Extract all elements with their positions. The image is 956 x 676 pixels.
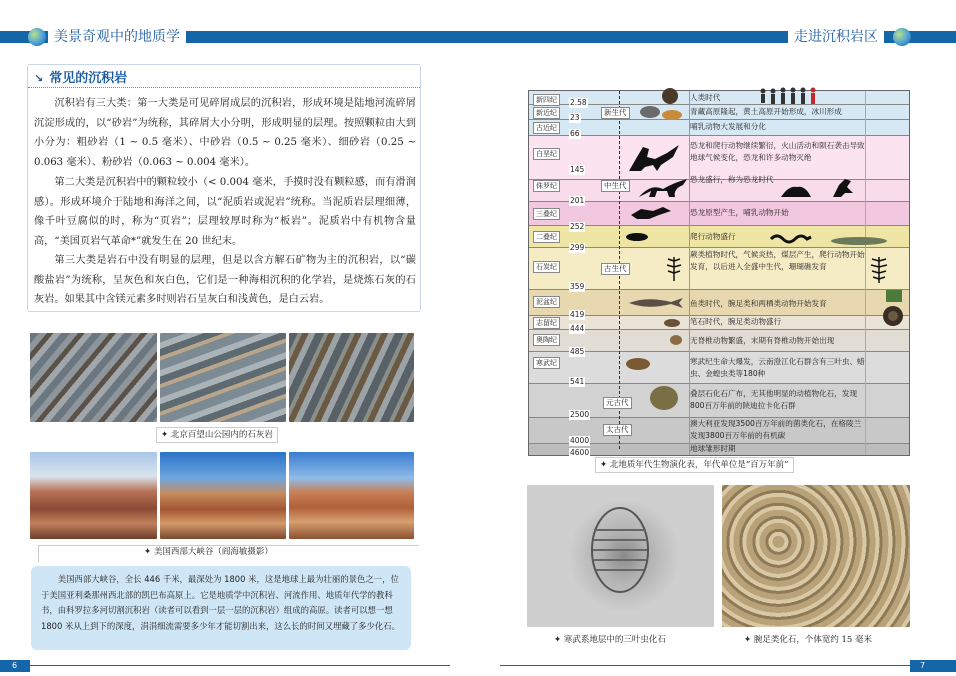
- period-label: 古近纪: [533, 122, 560, 134]
- period-label: 白垩纪: [533, 148, 560, 160]
- period-label: 志留纪: [533, 317, 560, 329]
- period-label: 二叠纪: [533, 231, 560, 243]
- limestone-photo-1: [30, 333, 157, 422]
- trilobite-caption: ✦ 寒武系地层中的三叶虫化石: [550, 633, 670, 647]
- age-marker: 201: [570, 196, 585, 205]
- lizard-icon: [625, 231, 649, 243]
- era-description: 青藏高原隆起，黄土高原开始形成，冰川形成: [690, 107, 842, 116]
- page-number-right: 7: [920, 661, 926, 670]
- description-right-line: [865, 91, 866, 455]
- era-description: 人类时代: [690, 93, 721, 102]
- period-label: 泥盆纪: [533, 296, 560, 308]
- header-bar-right: [478, 31, 956, 43]
- era-description: 叠层石化石广布，无其他明显的动植物化石，发现800百万年前的陕迪拉卡化石群: [690, 389, 858, 410]
- era-description: 哺乳动物大发展和分化: [690, 122, 766, 131]
- period-label: 奥陶纪: [533, 334, 560, 346]
- geologic-time-table: [528, 90, 910, 456]
- globe-icon: [893, 28, 911, 46]
- era-description: 蕨类植物时代，气候炎热，煤层产生，爬行动物开始发育，以后进入全盛中生代，珊瑚礁发育: [690, 250, 865, 271]
- era-description: 寒武纪生命大爆发，云南澄江化石群含有三叶虫、蜡虫、金蝗虫类等180种: [690, 357, 865, 378]
- era-label: 太古代: [603, 424, 632, 436]
- age-marker: 4000: [570, 436, 590, 445]
- ammonite-icon: [881, 305, 905, 327]
- tiger-icon: [661, 109, 683, 121]
- brachiopod-fossil-photo: [722, 485, 910, 627]
- age-marker: 359: [570, 282, 585, 291]
- age-marker: 145: [570, 165, 585, 174]
- header-right-title: 走进沉积岩区: [788, 27, 884, 47]
- footer-line-right: [500, 665, 910, 666]
- era-label: 元古代: [603, 397, 632, 409]
- footer-line-left: [30, 665, 450, 666]
- divider: [529, 247, 909, 248]
- age-marker: 2500: [570, 410, 590, 419]
- period-label: 石炭纪: [533, 261, 560, 273]
- era-description: 地球雏形时期: [690, 444, 736, 453]
- period-label: 侏罗纪: [533, 180, 560, 192]
- age-marker: 444: [570, 324, 585, 333]
- divider: [529, 119, 909, 120]
- brachiopod-caption: ✦ 腕足类化石，个体宽约 15 毫米: [740, 633, 876, 647]
- stromatolite-icon: [649, 385, 679, 411]
- dinosaur-icon: [627, 143, 683, 173]
- reptile-icon: [629, 203, 673, 223]
- canyon-photo-3: [289, 452, 414, 539]
- period-label: 寒武纪: [533, 357, 560, 369]
- section-title-text: 常见的沉积岩: [49, 71, 128, 86]
- divider: [529, 135, 909, 136]
- divider: [529, 201, 909, 202]
- canyon-caption-frame: [38, 545, 419, 562]
- canyon-photo-1: [30, 452, 157, 539]
- age-marker: 23: [570, 113, 580, 122]
- divider: [529, 383, 909, 384]
- crocodile-icon: [829, 235, 889, 247]
- paragraph-1: 沉积岩有三大类：第一大类是可见碎屑成层的沉积岩，形成环境是陆地河流碎屑沉淀形成的，以“砂岩”为统称，其碎屑大小分明，形成明显的层理。按照颗粒由大到小分为：粗砂岩（1 ~ 0.5 毫米）、中砂岩（0.5 ~ 0.25 毫米）、细砂岩（0.25 ~ 0.063 毫米）、粉砂岩（0.063 ~ 0.004 毫米）。: [34, 98, 416, 168]
- globe-icon: [28, 28, 46, 46]
- header-left-title: 美景奇观中的地质学: [48, 27, 186, 47]
- limestone-caption: ✦ 北京百望山公园内的石灰岩: [156, 427, 278, 443]
- canyon-photo-2: [160, 452, 286, 539]
- divider: [529, 329, 909, 330]
- paragraph-2: 第二大类是沉积岩中的颗粒较小（< 0.004 毫米，手摸时没有颗粒感，而有滑润感）。形成环境介于陆地和海洋之间，以“泥质岩或泥岩”统称。当泥质岩层理细薄，像千叶豆腐似的时，称为“页岩”；层理较厚时称为“板岩”。泥质岩中有机物含量高，“美国页岩气革命*”就发生在 20 世纪末。: [34, 177, 416, 247]
- age-marker: 2.58: [570, 98, 587, 107]
- fish-icon: [627, 296, 685, 310]
- age-marker: 419: [570, 310, 585, 319]
- era-description: 爬行动物盛行: [690, 232, 736, 241]
- ape-icon: [659, 85, 681, 105]
- limestone-photo-2: [160, 333, 286, 422]
- snake-icon: [769, 231, 813, 245]
- sauropod-icon: [637, 177, 689, 199]
- era-label: 古生代: [601, 263, 630, 275]
- shell-fossil-icon: [663, 318, 681, 328]
- age-marker: 485: [570, 347, 585, 356]
- human-evolution-icon: [757, 87, 837, 105]
- era-description: 笔石时代，腕足类动物盛行: [690, 317, 782, 326]
- limestone-photo-3: [289, 333, 414, 422]
- divider: [529, 289, 909, 290]
- page-number-left: 6: [12, 661, 18, 670]
- shell-fossil-icon: [669, 334, 683, 346]
- fern-icon: [869, 255, 889, 285]
- elephant-icon: [639, 105, 661, 119]
- era-label: 新生代: [601, 107, 630, 119]
- age-marker: 541: [570, 377, 585, 386]
- era-description: 澳大利亚发现3500百万年前的菌类化石，在格陵兰发现3800百万年前的有机碳: [690, 419, 862, 440]
- era-label: 中生代: [601, 180, 630, 192]
- dinosaur-icon: [829, 177, 857, 199]
- age-marker: 66: [570, 129, 580, 138]
- era-description: 鱼类时代，腕足类和两栖类动物开始发育: [690, 299, 827, 308]
- period-label: 新近纪: [533, 107, 560, 119]
- trilobite-body-icon: [560, 500, 680, 610]
- age-marker: 4600: [570, 448, 590, 457]
- period-label: 新四纪: [533, 94, 560, 106]
- arrow-down-right-icon: ↘: [34, 72, 44, 85]
- divider: [529, 351, 909, 352]
- page-number-bar-right: [910, 660, 956, 672]
- sedimentary-rock-section: [27, 64, 421, 312]
- period-label: 三叠纪: [533, 208, 560, 220]
- stegosaurus-icon: [779, 183, 813, 199]
- section-title: [34, 67, 127, 86]
- plant-fossil-icon: [885, 289, 903, 303]
- age-marker: 252: [570, 222, 585, 231]
- chart-caption: ✦ 北地质年代生物演化表，年代单位是“百万年前”: [595, 457, 794, 473]
- fern-icon: [665, 255, 683, 283]
- era-description: 无脊椎动物繁盛，末期有脊椎动物开始出现: [690, 336, 835, 345]
- divider: [529, 225, 909, 226]
- age-marker: 299: [570, 243, 585, 252]
- info-box: [31, 566, 411, 650]
- paragraph-3: 第三大类是岩石中没有明显的层理，但是以含方解石矿物为主的沉积岩，以“碳酸盐岩”为统称，呈灰色和灰白色，它们是一种海相沉积的化学岩，是烧炼石灰的石灰岩。如果其中含镁元素多时则岩石呈灰白和浅黄色，是白云岩。: [34, 255, 416, 305]
- info-text: 美国西部大峡谷，全长 446 千米，最深处为 1800 米，这是地球上最为壮丽的景色之一，位于美国亚利桑那州西北部的凯巴布高原上。它是地质学中沉积岩、河流作用、地质年代学的教科书，由科罗拉多河切割沉积岩（读者可以看到一层一层的沉积岩）组成的高原。读者可以想一想 1800 米从上到下的深度，涓涓细流需要多少年才能切割出来，这么长的时间又埋藏了多少化石。: [41, 574, 400, 631]
- canyon-caption: ✦ 美国西部大峡谷（阎海敏摄影）: [140, 545, 277, 559]
- section-divider: [28, 87, 420, 88]
- era-description: 恐龙和爬行动物继续繁衍，火山活动和陨石袭击导致地球气候变化，恐龙和许多动物灭绝: [690, 141, 865, 162]
- era-description: 恐龙原型产生，哺乳动物开始: [690, 208, 789, 217]
- era-description: 恐龙盛行，称为恐龙时代: [690, 175, 774, 184]
- trilobite-icon: [625, 356, 651, 372]
